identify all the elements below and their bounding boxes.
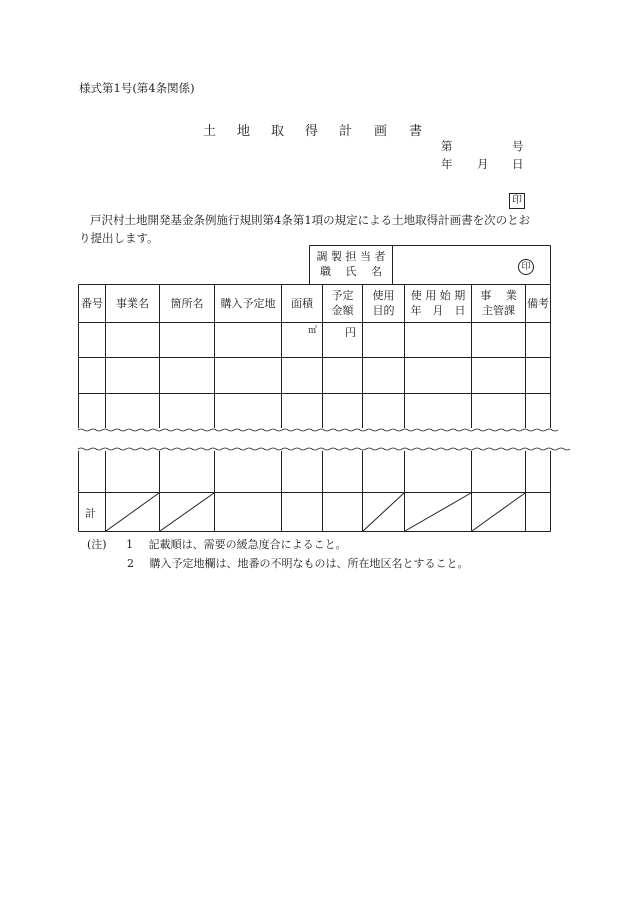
- note-item: [127, 555, 469, 571]
- contact-seal: 印: [518, 259, 534, 275]
- col-header-line: 年 月 日: [410, 304, 466, 317]
- col-header-line: 箇所名: [170, 297, 204, 310]
- col-header-project: [106, 296, 159, 311]
- break-lines: [78, 429, 570, 450]
- body-line: 戸沢村土地開発基金条例施行規則第4条第1項の規定による土地取得計画書を次のとお: [90, 213, 531, 227]
- note-item: [87, 536, 347, 552]
- col-header-line: 使 用 始 期: [410, 289, 466, 302]
- note-text: 購入予定地欄は、地番の不明なものは、所在地区名とすること。: [149, 557, 469, 570]
- col-header-start-date: [405, 288, 471, 318]
- title-char: 画: [374, 124, 388, 139]
- number-suffix: 号: [512, 139, 524, 153]
- col-header-line: 使用: [372, 289, 395, 302]
- total-label: 計: [85, 507, 96, 520]
- note-prefix: (注): [87, 538, 107, 551]
- date-day: 日: [512, 157, 524, 171]
- col-header-amount: [323, 288, 362, 318]
- date-month: 月: [477, 157, 489, 171]
- col-header-line: 備考: [527, 297, 549, 310]
- col-header-line: 目的: [372, 304, 395, 317]
- body-line: り提出します。: [79, 231, 159, 245]
- note-number: 1: [126, 538, 134, 551]
- col-header-purpose: [363, 288, 404, 318]
- col-header-line: 予定: [331, 289, 354, 302]
- col-header-line: 金額: [331, 304, 354, 317]
- note-text: 記載順は、需要の緩急度合によること。: [148, 538, 347, 551]
- col-header-line: 面積: [291, 297, 313, 310]
- date-year: 年: [441, 157, 453, 171]
- title-char: 書: [409, 124, 423, 139]
- col-header-line: 購入予定地: [220, 297, 276, 310]
- col-header-location: [160, 296, 214, 311]
- title-char: 土: [203, 124, 217, 139]
- col-header-line: 主管課: [482, 304, 515, 317]
- col-header-number: [79, 296, 105, 311]
- seal-mark: 印: [509, 193, 525, 209]
- contact-label: [310, 249, 392, 279]
- contact-label-line: 職 氏 名: [320, 265, 382, 278]
- title-char: 得: [305, 124, 319, 139]
- title-char: 取: [271, 124, 285, 139]
- col-header-remarks: [526, 296, 550, 311]
- unit-amount: 円: [345, 326, 356, 339]
- col-header-planned-land: [215, 296, 281, 311]
- title-char: 地: [237, 124, 251, 139]
- col-header-area: [282, 296, 322, 311]
- col-header-line: 事業名: [116, 297, 149, 310]
- unit-area: ㎡: [308, 326, 318, 336]
- col-header-line: 番号: [81, 297, 103, 310]
- contact-label-line: 調 製 担 当 者: [316, 250, 386, 263]
- form-number: 様式第1号(第4条関係): [79, 81, 195, 95]
- title-char: 計: [339, 124, 353, 139]
- col-header-line: 事 業: [480, 289, 517, 302]
- note-number: 2: [127, 557, 134, 570]
- number-label: 第: [441, 139, 453, 153]
- col-header-department: [472, 288, 525, 318]
